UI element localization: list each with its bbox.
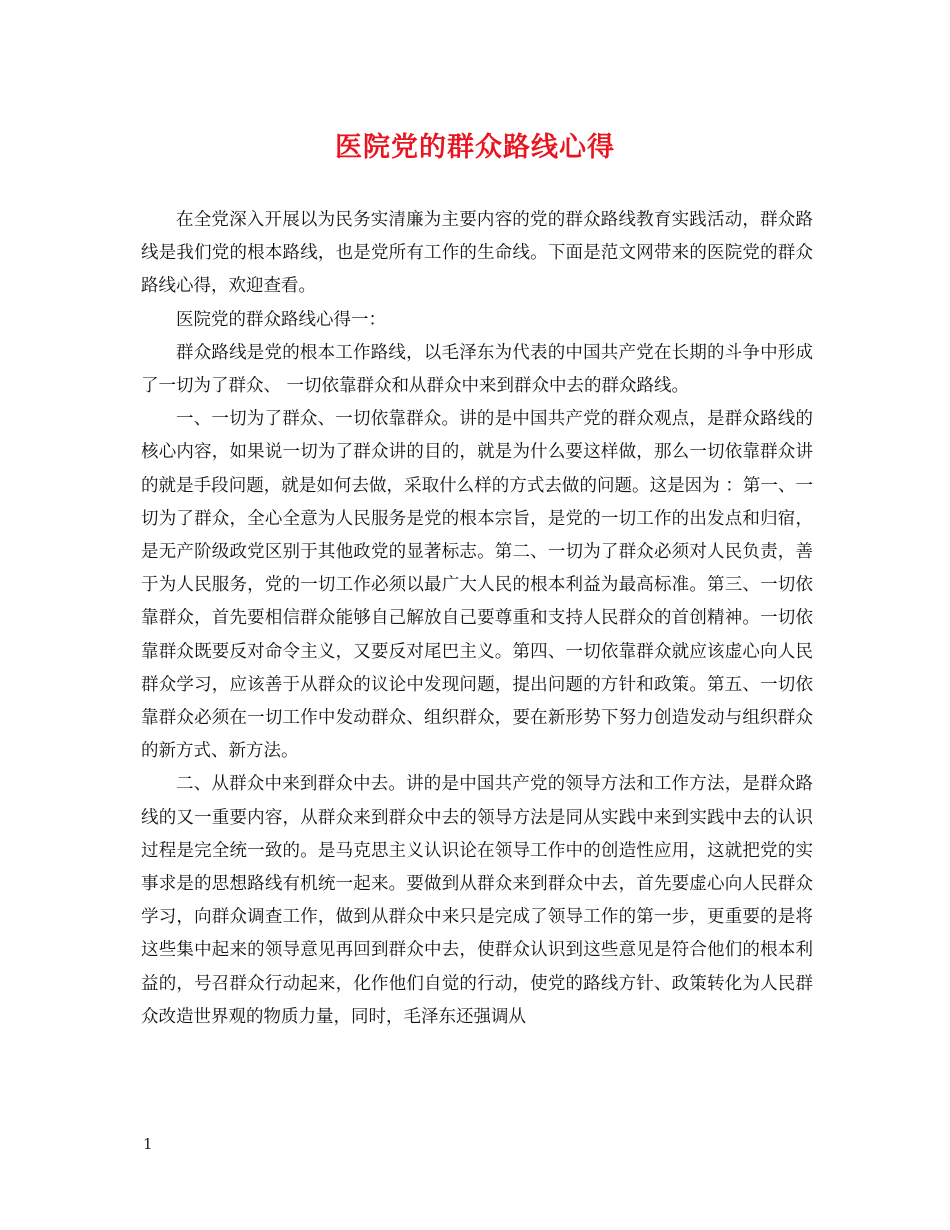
document-body bbox=[141, 204, 813, 1034]
document-title: 医院党的群众路线心得 bbox=[335, 132, 615, 163]
paragraph-point-one: 一、一切为了群众、一切依靠群众。讲的是中国共产党的群众观点，是群众路线的核心内容，如果说一切为了群众讲的目的，就是为什么要这样做，那么一切依靠群众讲的就是手段问题，就是如何去做，采取什么样的方式去做的问题。这是因为 ：第一、一切为了群众，全心全意为人民服务是党的根本宗旨，是党的一切工作的出发点和归宿，是无产阶级政党区别于其他政党的显著标志。第二、一切为了群众必须对人民负责，善于为人民服务，党的一切工作必须以最广大人民的根本利益为最高标准。第三、一切依靠群众，首先要相信群众能够自己解放自己要尊重和支持人民群众的首创精神。一切依靠群众既要反对命令主义，又要反对尾巴主义。第四、一切依靠群众就应该虚心向人民群众学习，应该善于从群众的议论中发现问题，提出问题的方针和政策。第五、一切依靠群众必须在一切工作中发动群众、组织群众，要在新形势下努力创造发动与组织群众的新方式、新方法。 bbox=[141, 409, 813, 762]
paragraph-section-heading: 医院党的群众路线心得一： bbox=[176, 309, 386, 330]
paragraph-point-two: 二、从群众中来到群众中去。讲的是中国共产党的领导方法和工作方法，是群众路线的又一重要内容，从群众来到群众中去的领导方法是同从实践中来到实践中去的认识过程是完全统一致的。是马克思主义认识论在领导工作中的创造性应用，这就把党的实事求是的思想路线有机统一起来。要做到从群众来到群众中去，首先要虚心向人民群众学习，向群众调查工作，做到从群众中来只是完成了领导工作的第一步，更重要的是将这些集中起来的领导意见再回到群众中去，使群众认识到这些意见是符合他们的根本利益的，号召群众行动起来，化作他们自觉的行动，使党的路线方针、政策转化为人民群众改造世界观的物质力量，同时，毛泽东还强调从 bbox=[141, 774, 813, 1027]
paragraph-mass-line: 群众路线是党的根本工作路线，以毛泽东为代表的中国共产党在长期的斗争中形成了一切为了群众、 一切依靠群众和从群众中来到群众中去的群众路线。 bbox=[141, 342, 813, 397]
paragraph-intro: 在全党深入开展以为民务实清廉为主要内容的党的群众路线教育实践活动，群众路线是我们党的根本路线，也是党所有工作的生命线。下面是范文网带来的医院党的群众路线心得，欢迎查看。 bbox=[141, 210, 813, 297]
page-number: 1 bbox=[143, 1135, 153, 1153]
